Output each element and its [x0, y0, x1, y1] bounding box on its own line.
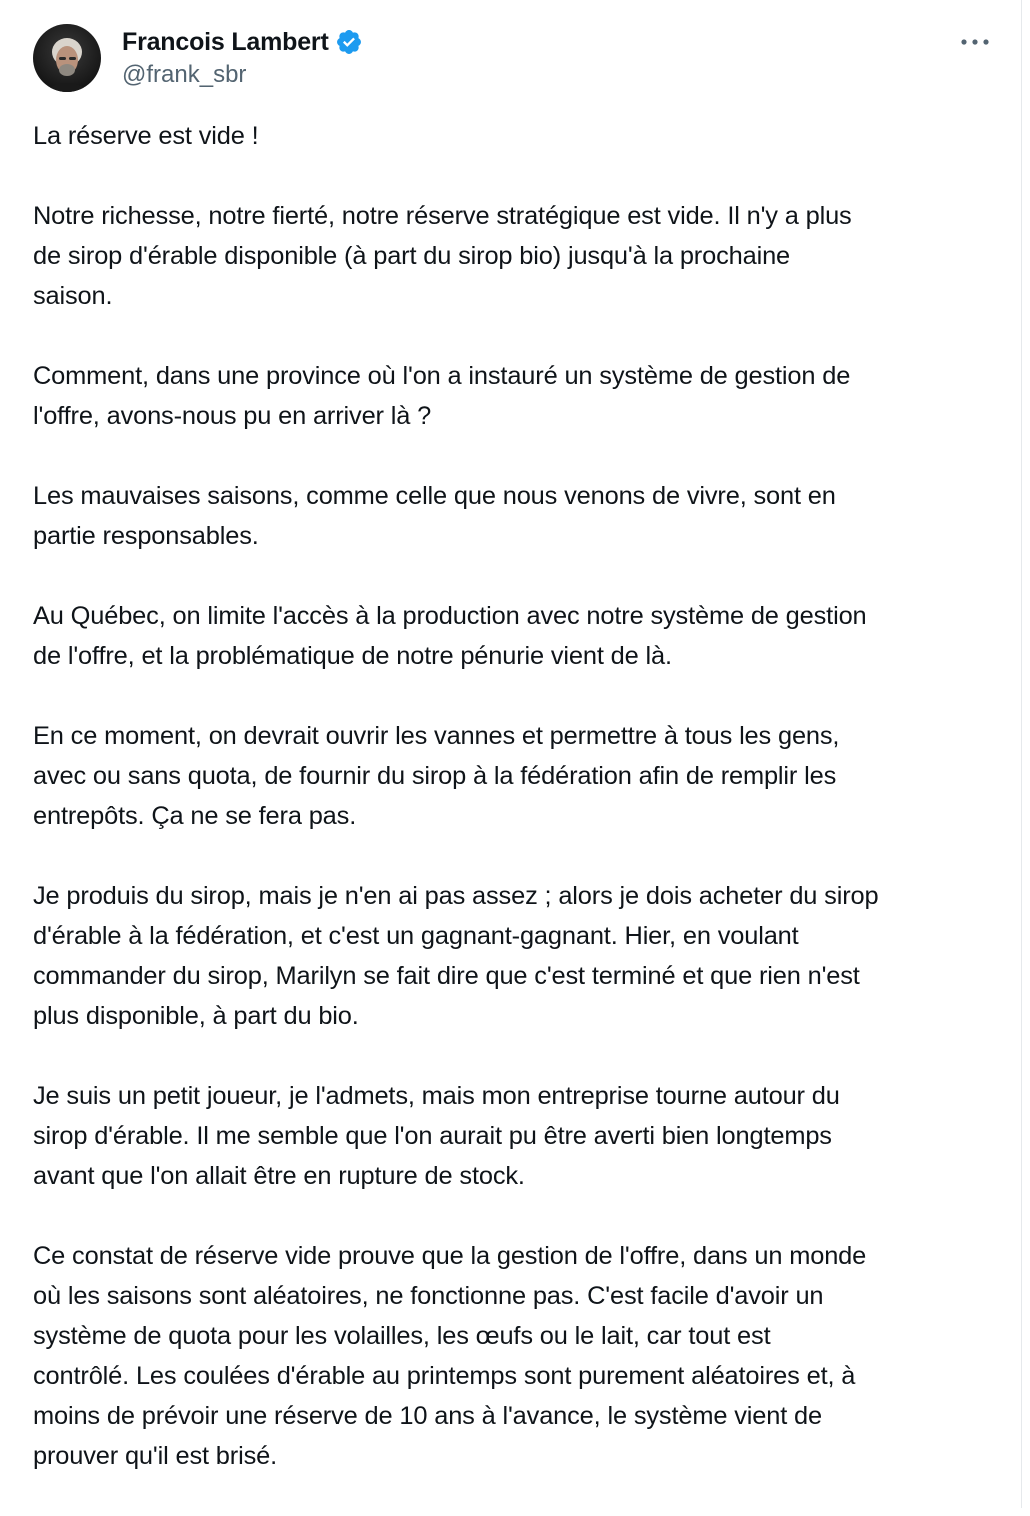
- tweet-paragraph: La réserve est vide !: [33, 122, 259, 150]
- more-options-button[interactable]: [957, 28, 993, 56]
- name-row: [122, 26, 363, 58]
- verified-badge-icon: [335, 28, 363, 56]
- tweet-paragraph: Ce constat de réserve vide prouve que la gestion de l'offre, dans un monde où les saisons sont aléatoires, ne fonctionne pas. C'est facile d'avoir un système de quota pour les volailles, les œufs ou le lait, car tout est contrôlé. Les coulées d'érable au printemps sont purement aléatoires et, à moins de prévoir une réserve de 10 ans à l'avance, le système vient de prouver qu'il est brisé.: [33, 1242, 867, 1470]
- tweet-paragraph: Je produis du sirop, mais je n'en ai pas assez ; alors je dois acheter du sirop d'érable à la fédération, et c'est un gagnant-gagnant. Hier, en voulant commander du sirop, Marilyn se fait dire que c'est terminé et que rien n'est plus disponible, à part du bio.: [33, 882, 879, 1030]
- tweet-header: [33, 24, 993, 94]
- more-horizontal-icon: [960, 38, 990, 46]
- tweet-paragraph: Les mauvaises saisons, comme celle que nous venons de vivre, sont en partie responsables.: [33, 482, 836, 550]
- avatar-image: [33, 24, 101, 92]
- tweet-paragraph: Je suis un petit joueur, je l'admets, mais mon entreprise tourne autour du sirop d'érable. Il me semble que l'on aurait pu être averti bien longtemps avant que l'on allait être en rupture de stock.: [33, 1082, 840, 1190]
- avatar[interactable]: [33, 24, 101, 92]
- author-display-name[interactable]: Francois Lambert: [122, 27, 329, 56]
- tweet-paragraph: Notre richesse, notre fierté, notre réserve stratégique est vide. Il n'y a plus de sirop d'érable disponible (à part du sirop bio) jusqu'à la prochaine saison.: [33, 202, 852, 310]
- author-info: [122, 26, 363, 89]
- tweet-paragraph: Au Québec, on limite l'accès à la production avec notre système de gestion de l'offre, et la problématique de notre pénurie vient de là.: [33, 602, 867, 670]
- tweet-paragraph: Comment, dans une province où l'on a instauré un système de gestion de l'offre, avons-nous pu en arriver là ?: [33, 362, 851, 430]
- tweet-paragraph: En ce moment, on devrait ouvrir les vannes et permettre à tous les gens, avec ou sans quota, de fournir du sirop à la fédération afin de remplir les entrepôts. Ça ne se fera pas.: [33, 722, 840, 830]
- author-handle[interactable]: @frank_sbr: [122, 61, 247, 88]
- tweet-text: [33, 116, 1003, 1516]
